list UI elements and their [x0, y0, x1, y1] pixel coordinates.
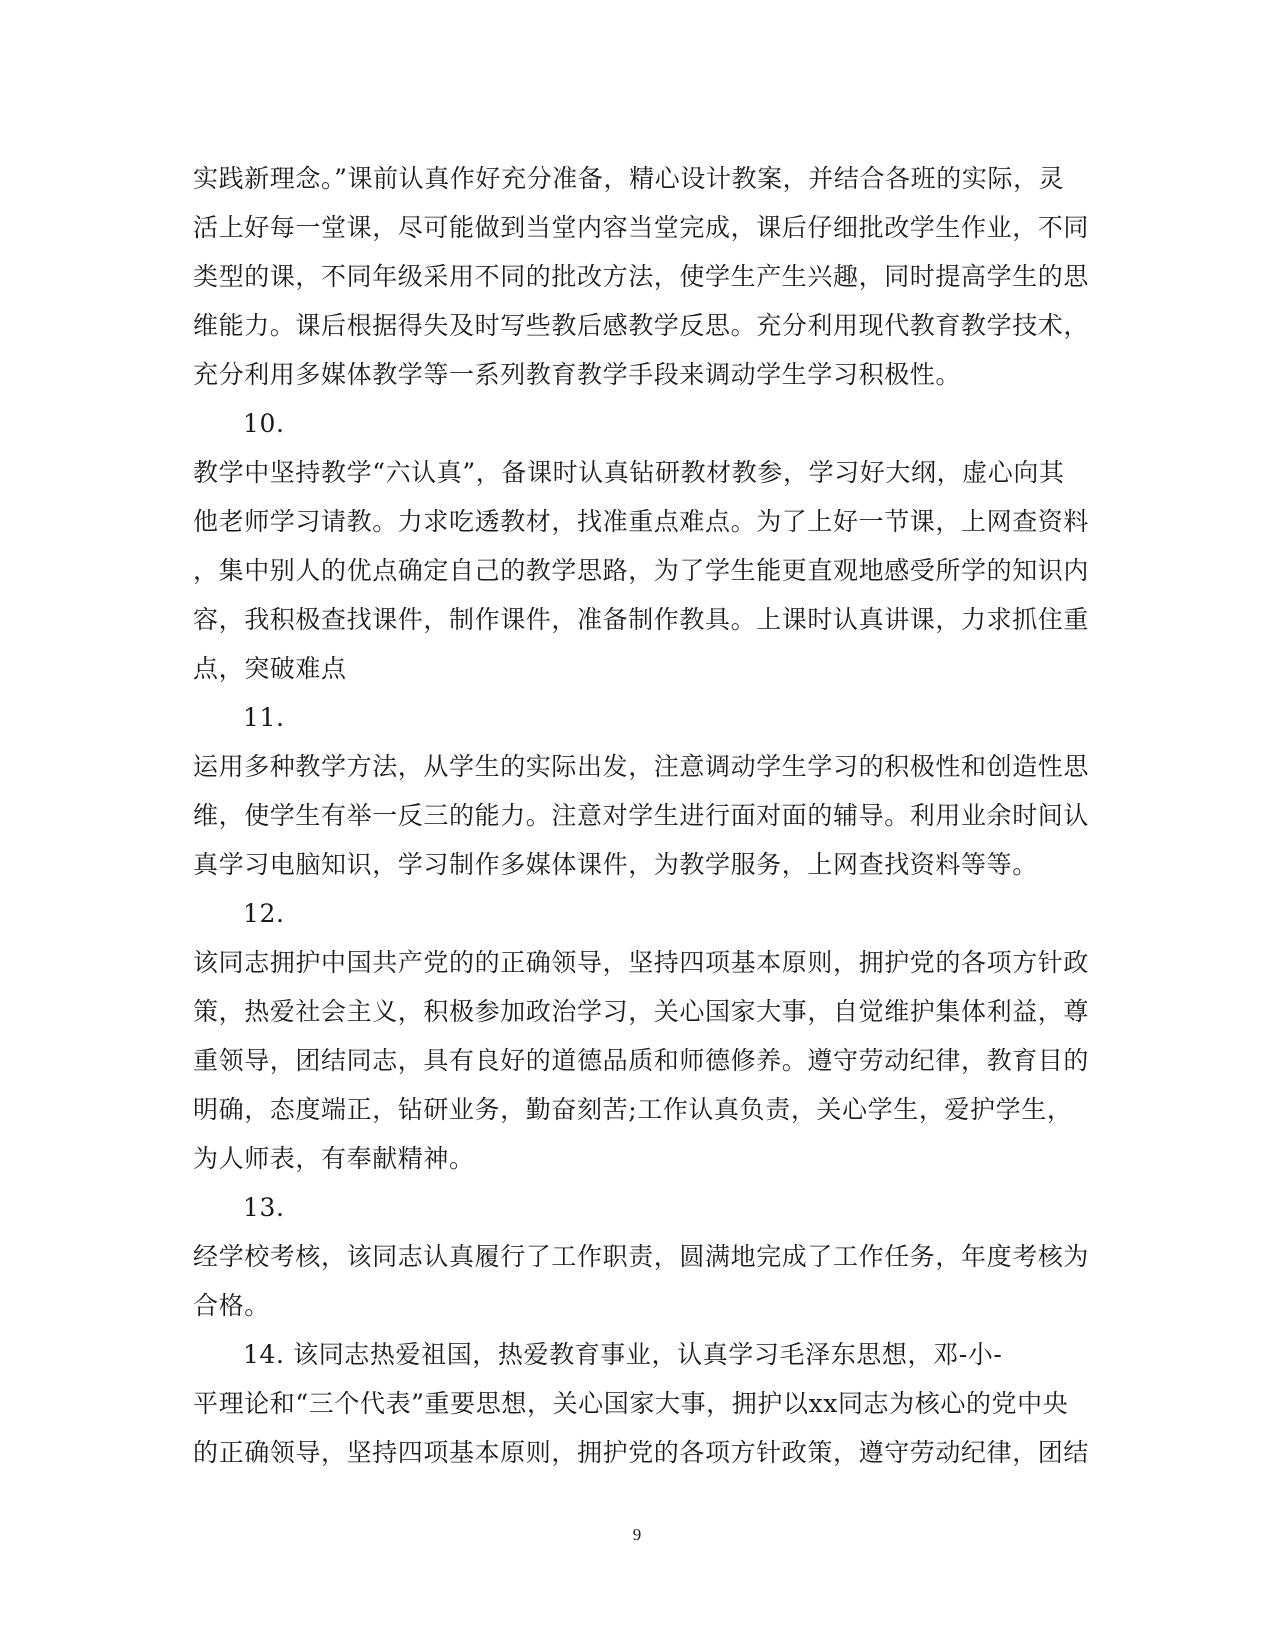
item-number: 12. — [243, 899, 285, 928]
text-line: 合格。 — [193, 1291, 270, 1320]
text-line: 实践新理念。”课前认真作好充分准备，精心设计教案，并结合各班的实际，灵 — [193, 164, 1065, 193]
text-line: 他老师学习请教。力求吃透教材，找准重点难点。为了上好一节课，上网查资料 — [193, 507, 1090, 536]
text-line: 平理论和“三个代表”重要思想，关心国家大事，拥护以xx同志为核心的党中央 — [193, 1389, 1069, 1418]
text-line: 活上好每一堂课，尽可能做到当堂内容当堂完成，课后仔细批改学生作业，不同 — [193, 213, 1090, 242]
text-line: 维能力。课后根据得失及时写些教后感教学反思。充分利用现代教育教学技术， — [193, 311, 1090, 340]
text-line: 充分利用多媒体教学等一系列教育教学手段来调动学生学习积极性。 — [193, 360, 962, 389]
text-line: 明确，态度端正，钻研业务，勤奋刻苦;工作认真负责，关心学生，爱护学生， — [193, 1095, 1073, 1124]
text-line: 类型的课，不同年级采用不同的批改方法，使学生产生兴趣，同时提高学生的思 — [193, 262, 1090, 291]
text-line: 该同志拥护中国共产党的的正确领导，坚持四项基本原则，拥护党的各项方针政 — [193, 948, 1090, 977]
text-line: ，集中别人的优点确定自己的教学思路，为了学生能更直观地感受所学的知识内 — [193, 556, 1090, 585]
page-number: 9 — [632, 1525, 642, 1544]
text-line: 真学习电脑知识，学习制作多媒体课件，为教学服务，上网查找资料等等。 — [193, 850, 1038, 879]
text-line: 容，我积极查找课件，制作课件，准备制作教具。上课时认真讲课，力求抓住重 — [193, 605, 1090, 634]
text-line: 经学校考核，该同志认真履行了工作职责，圆满地完成了工作任务，年度考核为 — [193, 1242, 1090, 1271]
text-line: 维，使学生有举一反三的能力。注意对学生进行面对面的辅导。利用业余时间认 — [193, 801, 1090, 830]
text-line: 策，热爱社会主义，积极参加政治学习，关心国家大事，自觉维护集体利益，尊 — [193, 997, 1090, 1026]
item-number: 11. — [243, 703, 285, 732]
text-line: 重领导，团结同志，具有良好的道德品质和师德修养。遵守劳动纪律，教育目的 — [193, 1046, 1090, 1075]
text-line: 的正确领导，坚持四项基本原则，拥护党的各项方针政策，遵守劳动纪律，团结 — [193, 1438, 1090, 1467]
item-number: 13. — [243, 1193, 285, 1222]
item-14-line: 14. 该同志热爱祖国，热爱教育事业，认真学习毛泽东思想，邓-小- — [243, 1340, 1003, 1369]
text-line: 点，突破难点 — [193, 654, 347, 683]
text-line: 教学中坚持教学“六认真”，备课时认真钻研教材教参，学习好大纲，虚心向其 — [193, 458, 1065, 487]
text-line: 为人师表，有奉献精神。 — [193, 1144, 475, 1173]
item-number: 10. — [243, 409, 285, 438]
text-line: 运用多种教学方法，从学生的实际出发，注意调动学生学习的积极性和创造性思 — [193, 752, 1090, 781]
body-text — [193, 154, 1090, 1477]
